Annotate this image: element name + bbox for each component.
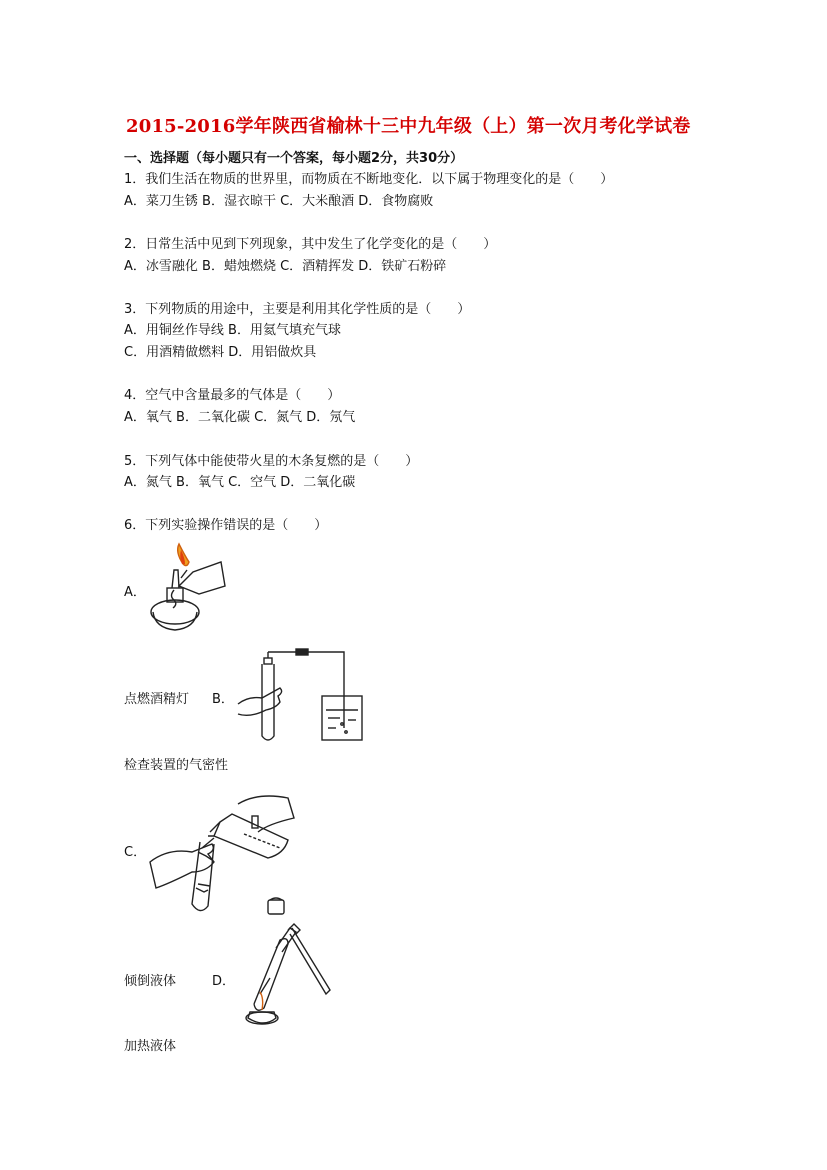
q6-option-c-label: C． <box>124 845 147 860</box>
q2-stem: 2．日常生活中见到下列现象，其中发生了化学变化的是（ ） <box>124 237 497 252</box>
q2-options: A．冰雪融化 B．蜡烛燃烧 C．酒精挥发 D．铁矿石粉碎 <box>124 259 447 274</box>
q6-option-b-label: B． <box>212 692 234 707</box>
q3-options-2: C．用酒精做燃料 D．用铝做炊具 <box>124 345 317 360</box>
section-heading: 一、选择题（每小题只有一个答案，每小题2分，共30分） <box>124 151 464 166</box>
page-title: 2015-2016学年陕西省榆林十三中九年级（上）第一次月考化学试卷 <box>126 116 691 137</box>
alcohol-lamp-lighting-figure <box>145 542 230 637</box>
q6-option-b-caption: 检查装置的气密性 <box>124 758 229 773</box>
q6-option-d-label: D． <box>212 974 236 989</box>
q1-options: A．菜刀生锈 B．湿衣晾干 C．大米酿酒 D．食物腐败 <box>124 194 434 209</box>
q6-stem: 6．下列实验操作错误的是（ ） <box>124 518 328 533</box>
q4-options: A．氧气 B．二氧化碳 C．氮气 D．氖气 <box>124 410 356 425</box>
q1-stem: 1．我们生活在物质的世界里，而物质在不断地变化．以下属于物理变化的是（ ） <box>124 172 614 187</box>
q5-options: A．氮气 B．氧气 C．空气 D．二氧化碳 <box>124 475 356 490</box>
q6-option-d-caption: 加热液体 <box>124 1039 177 1054</box>
q6-option-a-label: A． <box>124 585 146 600</box>
q6-option-a-caption: 点燃酒精灯 <box>124 692 190 707</box>
q6-option-c-caption: 倾倒液体 <box>124 974 177 989</box>
heating-liquid-figure <box>230 894 334 1028</box>
q3-options-1: A．用铜丝作导线 B．用氦气填充气球 <box>124 323 341 338</box>
airtightness-check-figure <box>236 648 368 746</box>
q4-stem: 4．空气中含量最多的气体是（ ） <box>124 388 341 403</box>
q3-stem: 3．下列物质的用途中，主要是利用其化学性质的是（ ） <box>124 302 471 317</box>
q5-stem: 5．下列气体中能使带火星的木条复燃的是（ ） <box>124 454 419 469</box>
